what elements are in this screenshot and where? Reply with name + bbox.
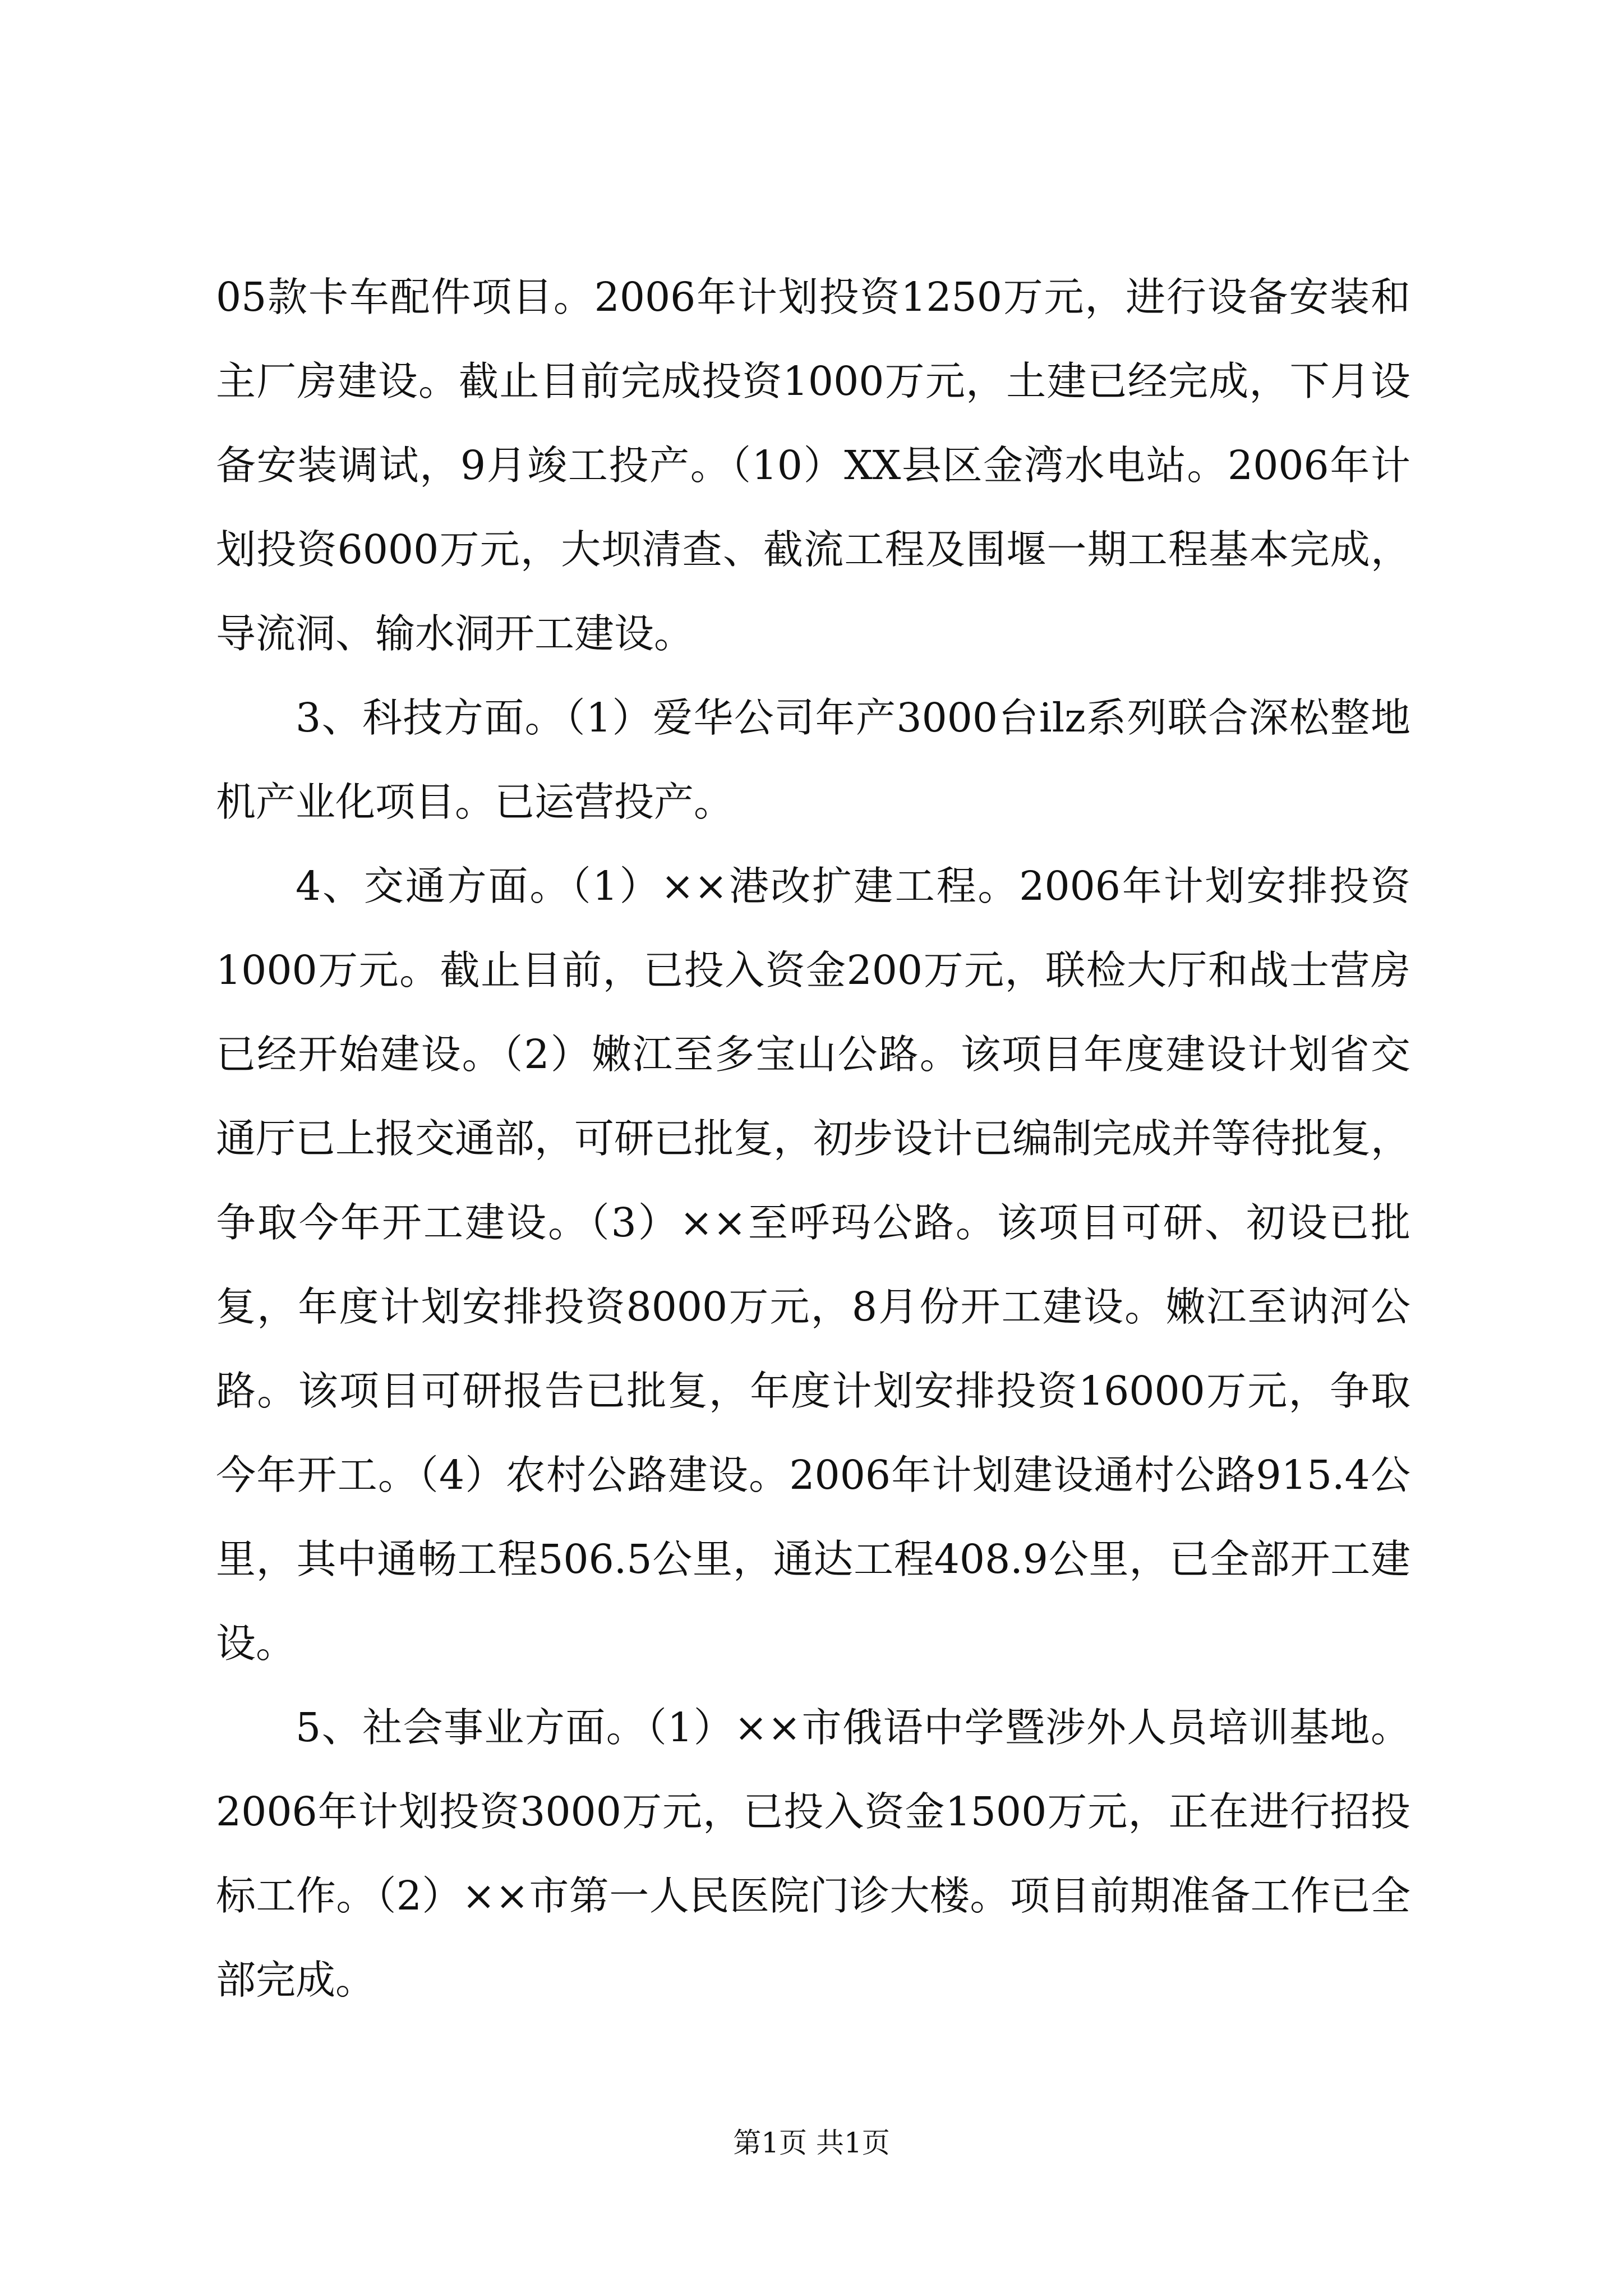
paragraph-1: 05款卡车配件项目。2006年计划投资1250万元，进行设备安装和主厂房建设。截止目前完成投资1000万元，土建已经完成，下月设备安装调试，9月竣工投产。（10）XX县区金湾水电站。2006年计划投资6000万元，大坝清查、截流工程及围堰一期工程基本完成，导流洞、输水洞开工建设。 (216, 274, 1410, 657)
paragraph-2: 3、科技方面。（1）爱华公司年产3000台ilz系列联合深松整地机产业化项目。已运营投产。 (216, 694, 1410, 825)
document-body (216, 255, 1410, 2022)
paragraph-3: 4、交通方面。（1）××港改扩建工程。2006年计划安排投资1000万元。截止目前，已投入资金200万元，联检大厅和战士营房已经开始建设。（2）嫩江至多宝山公路。该项目年度建设计划省交通厅已上报交通部，可研已批复，初步设计已编制完成并等待批复，争取今年开工建设。（3）××至呼玛公路。该项目可研、初设已批复，年度计划安排投资8000万元，8月份开工建设。嫩江至讷河公路。该项目可研报告已批复，年度计划安排投资16000万元，争取今年开工。（4）农村公路建设。2006年计划建设通村公路915.4公里，其中通畅工程506.5公里，通达工程408.9公里，已全部开工建设。 (216, 863, 1411, 1667)
page-footer: 第1页 共1页 (733, 2127, 890, 2159)
paragraph-4: 5、社会事业方面。（1）××市俄语中学暨涉外人员培训基地。2006年计划投资3000万元，已投入资金1500万元，正在进行招投标工作。（2）××市第一人民医院门诊大楼。项目前期准备工作已全部完成。 (216, 1704, 1410, 2003)
